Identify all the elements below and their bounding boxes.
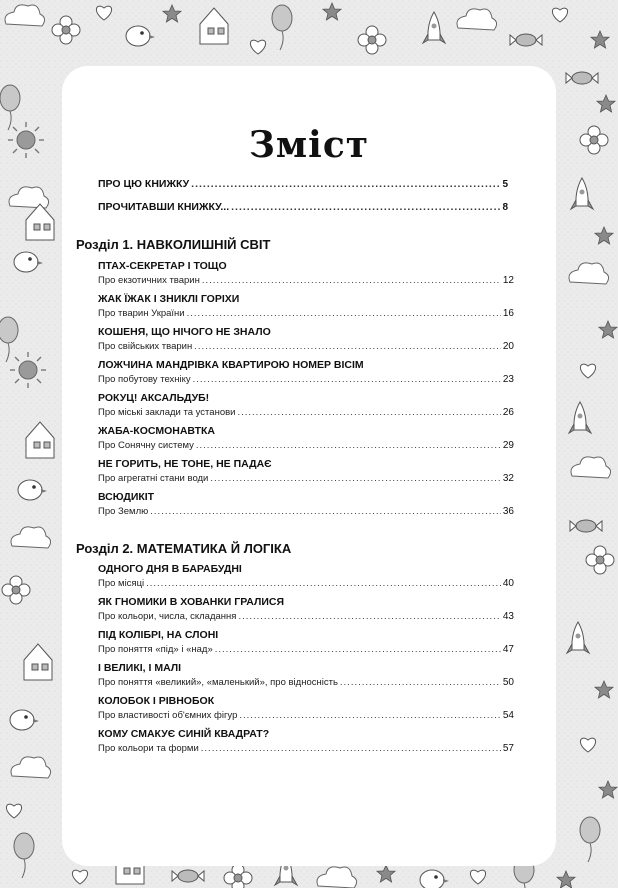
toc-intro-label: ПРОЧИТАВШИ КНИЖКУ...	[98, 201, 230, 213]
toc-entry-row[interactable]	[98, 407, 514, 418]
toc-entry-subtitle: Про поняття «великий», «маленький», про відносність	[98, 677, 338, 688]
toc-entry-row[interactable]	[98, 341, 514, 352]
toc-entry-title[interactable]: ПТАХ-СЕКРЕТАР І ТОЩО	[98, 260, 227, 272]
toc-entry-subtitle: Про властивості об'ємних фігур	[98, 710, 238, 721]
leader-dots	[146, 578, 501, 589]
toc-intro-after-reading[interactable]	[98, 201, 508, 213]
toc-entry-subtitle: Про кольори та форми	[98, 743, 199, 754]
leader-dots	[238, 611, 500, 622]
toc-entry-row[interactable]	[98, 374, 514, 385]
leader-dots	[231, 201, 500, 213]
toc-page-number: 23	[502, 374, 514, 385]
toc-page-number: 12	[502, 275, 514, 286]
toc-entry-subtitle: Про місяці	[98, 578, 145, 589]
toc-intro-about[interactable]	[98, 178, 508, 190]
leader-dots	[210, 473, 501, 484]
toc-entry-subtitle: Про поняття «під» і «над»	[98, 644, 213, 655]
toc-entry-subtitle: Про міські заклади та установи	[98, 407, 236, 418]
leader-dots	[191, 178, 500, 190]
toc-entry-row[interactable]	[98, 440, 514, 451]
toc-intro-label: ПРО ЦЮ КНИЖКУ	[98, 178, 190, 190]
toc-entry-row[interactable]	[98, 710, 514, 721]
section-heading-2: Розділ 2. МАТЕМАТИКА Й ЛОГІКА	[76, 541, 292, 556]
toc-page-number: 54	[502, 710, 514, 721]
toc-entry-row[interactable]	[98, 677, 514, 688]
toc-entry-title[interactable]: НЕ ГОРИТЬ, НЕ ТОНЕ, НЕ ПАДАЄ	[98, 458, 272, 470]
toc-page-number: 26	[502, 407, 514, 418]
toc-entry-subtitle: Про свійських тварин	[98, 341, 193, 352]
toc-page-number: 40	[502, 578, 514, 589]
leader-dots	[194, 341, 501, 352]
leader-dots	[202, 275, 501, 286]
toc-entry-title[interactable]: РОКУЦ! АКСАЛЬДУБ!	[98, 392, 210, 404]
toc-page-number: 36	[502, 506, 514, 517]
toc-entry-subtitle: Про екзотичних тварин	[98, 275, 200, 286]
leader-dots	[196, 440, 501, 451]
toc-entry-title[interactable]: І ВЕЛИКІ, І МАЛІ	[98, 662, 182, 674]
toc-entry-row[interactable]	[98, 743, 514, 754]
toc-entry-title[interactable]: КОМУ СМАКУЄ СИНІЙ КВАДРАТ?	[98, 728, 270, 740]
leader-dots	[215, 644, 501, 655]
toc-entry-row[interactable]	[98, 506, 514, 517]
toc-entry-row[interactable]	[98, 578, 514, 589]
leader-dots	[237, 407, 500, 418]
toc-page-number: 5	[502, 179, 508, 190]
contents-page	[62, 66, 556, 866]
leader-dots	[150, 506, 501, 517]
toc-entry-title[interactable]: ЖАБА-КОСМОНАВТКА	[98, 425, 215, 437]
leader-dots	[340, 677, 501, 688]
toc-entry-subtitle: Про тварин України	[98, 308, 185, 319]
toc-entry-subtitle: Про кольори, числа, складання	[98, 611, 237, 622]
toc-entry-row[interactable]	[98, 644, 514, 655]
toc-page-number: 16	[502, 308, 514, 319]
section-heading-1: Розділ 1. НАВКОЛИШНІЙ СВІТ	[76, 237, 271, 252]
toc-entry-title[interactable]: ЖАК ЇЖАК І ЗНИКЛІ ГОРІХИ	[98, 293, 240, 305]
toc-page-number: 29	[502, 440, 514, 451]
toc-page-number: 50	[502, 677, 514, 688]
toc-page-number: 47	[502, 644, 514, 655]
toc-page-number: 57	[502, 743, 514, 754]
toc-entry-title[interactable]: ЛОЖЧИНА МАНДРІВКА КВАРТИРОЮ НОМЕР ВІСІМ	[98, 359, 364, 371]
leader-dots	[187, 308, 501, 319]
toc-entry-row[interactable]	[98, 308, 514, 319]
toc-page-number: 8	[502, 202, 508, 213]
leader-dots	[239, 710, 501, 721]
toc-entry-subtitle: Про Сонячну систему	[98, 440, 194, 451]
toc-entry-title[interactable]: КОЛОБОК І РІВНОБОК	[98, 695, 215, 707]
toc-page-number: 32	[502, 473, 514, 484]
leader-dots	[201, 743, 501, 754]
toc-entry-title[interactable]: КОШЕНЯ, ЩО НІЧОГО НЕ ЗНАЛО	[98, 326, 271, 338]
toc-entry-subtitle: Про Землю	[98, 506, 149, 517]
toc-entry-title[interactable]: ОДНОГО ДНЯ В БАРАБУДНІ	[98, 563, 242, 575]
toc-entry-row[interactable]	[98, 611, 514, 622]
toc-entry-title[interactable]: ВСЮДИКІТ	[98, 491, 155, 503]
toc-entry-title[interactable]: ПІД КОЛІБРІ, НА СЛОНІ	[98, 629, 219, 641]
toc-entry-row[interactable]	[98, 275, 514, 286]
page-title: Зміст	[248, 124, 370, 166]
toc-page-number: 20	[502, 341, 514, 352]
toc-entry-row[interactable]	[98, 473, 514, 484]
toc-entry-subtitle: Про агрегатні стани води	[98, 473, 209, 484]
toc-page-number: 43	[502, 611, 514, 622]
leader-dots	[193, 374, 501, 385]
toc-entry-subtitle: Про побутову техніку	[98, 374, 191, 385]
toc-entry-title[interactable]: ЯК ГНОМИКИ В ХОВАНКИ ГРАЛИСЯ	[98, 596, 285, 608]
